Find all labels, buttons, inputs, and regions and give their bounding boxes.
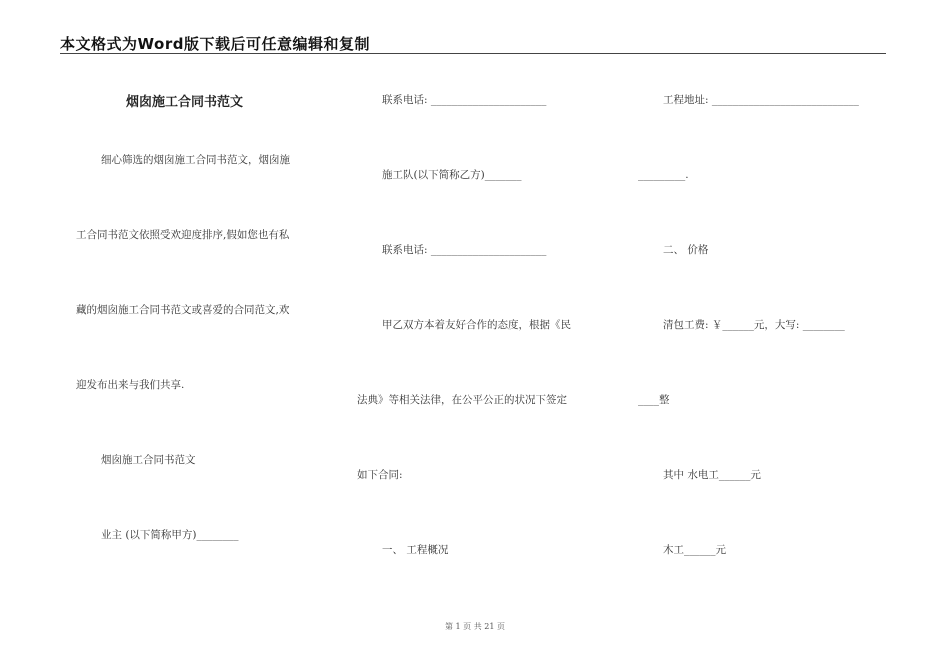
col3-line-1: 工程地址: ____________________________ [663, 94, 859, 106]
col3-line-5: ____整 [638, 394, 670, 406]
col1-line-4: 迎发布出来与我们共享. [76, 379, 185, 391]
col2-line-2: 施工队(以下简称乙方)_______ [382, 169, 522, 181]
col1-line-2: 工合同书范文依照受欢迎度排序,假如您也有私 [76, 229, 290, 241]
col1-line-3: 藏的烟囱施工合同书范文或喜爱的合同范文,欢 [76, 304, 290, 316]
page-number-footer: 第 1 页 共 21 页 [445, 622, 505, 631]
col3-line-2: _________. [638, 169, 689, 181]
col2-line-4: 甲乙双方本着友好合作的态度，根据《民 [382, 319, 571, 331]
col1-line-1: 细心筛选的烟囱施工合同书范文，烟囱施 [101, 154, 290, 166]
col3-line-6: 其中 水电工______元 [663, 469, 761, 481]
col2-line-1: 联系电话: ______________________ [382, 94, 547, 106]
document-header: 本文格式为Word版下载后可任意编辑和复制 [60, 35, 370, 53]
header-divider [60, 53, 886, 54]
col3-line-4: 清包工费: ￥______元，大写: ________ [663, 319, 845, 331]
document-title: 烟囱施工合同书范文 [126, 95, 244, 110]
col3-line-3: 二、 价格 [663, 244, 709, 256]
col2-line-7: 一、 工程概况 [382, 544, 449, 556]
col3-line-7: 木工______元 [663, 544, 726, 556]
col2-line-5: 法典》等相关法律，在公平公正的状况下签定 [357, 394, 567, 406]
col1-line-5: 烟囱施工合同书范文 [101, 454, 196, 466]
col2-line-6: 如下合同: [357, 469, 403, 481]
col2-line-3: 联系电话: ______________________ [382, 244, 547, 256]
col1-line-6: 业主 (以下简称甲方)________ [101, 529, 239, 541]
